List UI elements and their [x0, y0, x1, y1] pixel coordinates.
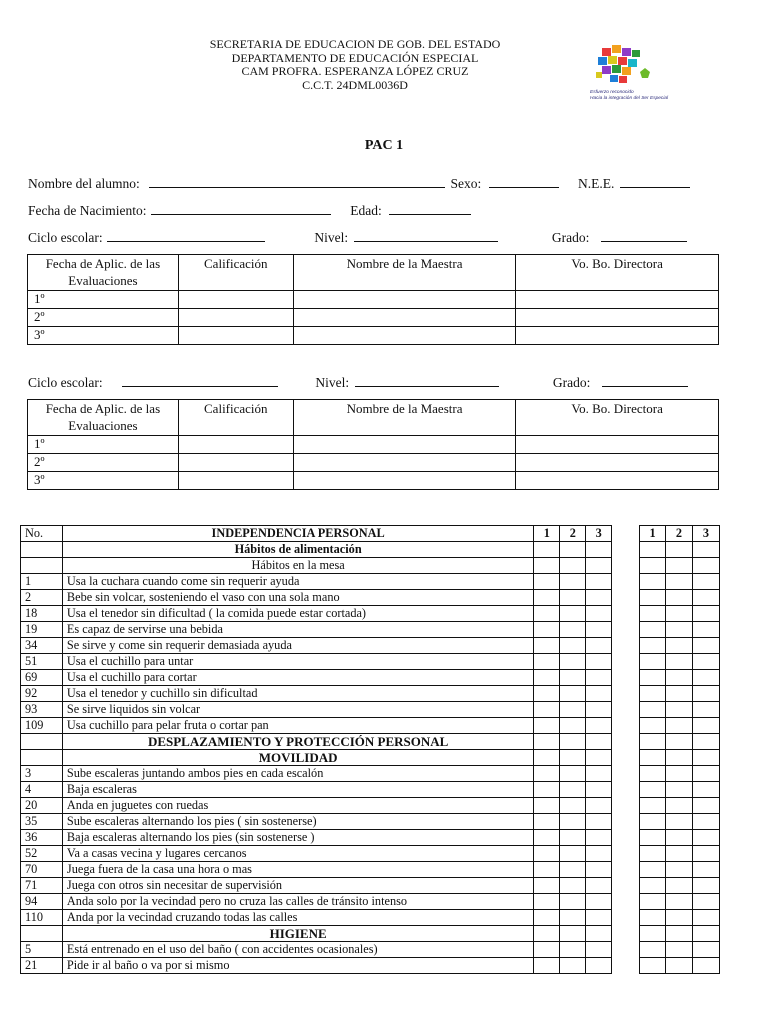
- age-field[interactable]: [389, 202, 471, 215]
- table-row: 3º: [28, 327, 719, 345]
- score-cell[interactable]: [586, 814, 612, 830]
- score-cell[interactable]: [534, 718, 560, 734]
- item-description: Usa cuchillo para pelar fruta o cortar pan: [62, 718, 533, 734]
- item-number: 21: [21, 958, 63, 974]
- item-description: Usa el tenedor sin dificultad ( la comida puede estar cortada): [62, 606, 533, 622]
- score-cell[interactable]: [640, 734, 666, 750]
- score-cell[interactable]: [692, 926, 719, 942]
- score-cell[interactable]: [534, 958, 560, 974]
- score-cell[interactable]: [586, 846, 612, 862]
- score-cell[interactable]: [586, 750, 612, 766]
- item-number: 92: [21, 686, 63, 702]
- evaluation-table-1: [27, 254, 719, 345]
- level-field-1[interactable]: [354, 229, 498, 242]
- score-cell[interactable]: [692, 814, 719, 830]
- score-cell[interactable]: [692, 798, 719, 814]
- item-number: 5: [21, 942, 63, 958]
- score-cell[interactable]: [666, 926, 693, 942]
- student-name-label: Nombre del alumno:: [28, 176, 140, 191]
- item-number: 1: [21, 574, 63, 590]
- score-cell[interactable]: [586, 654, 612, 670]
- score-cell[interactable]: [692, 606, 719, 622]
- logo-caption: Esfuerzo reconocido Hacia la integración del Ser Especial: [590, 90, 669, 101]
- score-cell[interactable]: [692, 910, 719, 926]
- score-cell[interactable]: [586, 670, 612, 686]
- score-cell[interactable]: [666, 702, 693, 718]
- item-description: Va a casas vecina y lugares cercanos: [62, 846, 533, 862]
- score-cell[interactable]: [692, 574, 719, 590]
- table-row: [21, 718, 720, 734]
- score-cell[interactable]: [534, 942, 560, 958]
- item-description: Juega con otros sin necesitar de supervisión: [62, 878, 533, 894]
- sex-field[interactable]: [489, 175, 559, 188]
- score-cell[interactable]: [586, 558, 612, 574]
- item-number: 71: [21, 878, 63, 894]
- section-subheading: Hábitos en la mesa: [62, 558, 533, 574]
- table-row: [21, 830, 720, 846]
- item-number: 94: [21, 894, 63, 910]
- score-cell[interactable]: [534, 686, 560, 702]
- score-cell[interactable]: [666, 686, 693, 702]
- table-row: [21, 622, 720, 638]
- item-description: Se sirve y come sin requerir demasiada ayuda: [62, 638, 533, 654]
- score-cell[interactable]: [534, 798, 560, 814]
- school-cycle-row-1: [28, 229, 687, 246]
- score-cell[interactable]: [666, 830, 693, 846]
- item-number: 20: [21, 798, 63, 814]
- grade-label-1: Grado:: [551, 230, 590, 245]
- table-row: [21, 702, 720, 718]
- score-cell[interactable]: [640, 590, 666, 606]
- item-number: 35: [21, 814, 63, 830]
- item-number: 2: [21, 590, 63, 606]
- table-row: [21, 638, 720, 654]
- score-cell[interactable]: [560, 926, 586, 942]
- score-cell[interactable]: [640, 702, 666, 718]
- score-cell[interactable]: [640, 558, 666, 574]
- table-header-row: [28, 255, 719, 291]
- score-cell[interactable]: [666, 942, 693, 958]
- director-approval-header: Vo. Bo. Directora: [516, 255, 719, 291]
- score-cell[interactable]: [640, 574, 666, 590]
- section-heading: Hábitos de alimentación: [62, 542, 533, 558]
- item-description: Pide ir al baño o va por si mismo: [62, 958, 533, 974]
- score-cell[interactable]: [560, 766, 586, 782]
- table-row: 2º: [28, 309, 719, 327]
- item-number: 3: [21, 766, 63, 782]
- birthdate-field[interactable]: [151, 202, 331, 215]
- evaluation-table-2: [27, 399, 719, 490]
- score-cell[interactable]: [560, 894, 586, 910]
- score-cell[interactable]: [640, 830, 666, 846]
- score-cell[interactable]: [692, 734, 719, 750]
- score-cell[interactable]: [692, 862, 719, 878]
- score-cell[interactable]: [666, 750, 693, 766]
- item-description: Usa la cuchara cuando come sin requerir ayuda: [62, 574, 533, 590]
- item-number: 19: [21, 622, 63, 638]
- score-cell[interactable]: [640, 782, 666, 798]
- score-cell[interactable]: [560, 622, 586, 638]
- score-cell[interactable]: [666, 638, 693, 654]
- score-cell[interactable]: [560, 878, 586, 894]
- score-cell[interactable]: [692, 622, 719, 638]
- score-cell[interactable]: [560, 718, 586, 734]
- item-number: 34: [21, 638, 63, 654]
- score-cell[interactable]: [666, 622, 693, 638]
- score-cell[interactable]: [640, 942, 666, 958]
- score-cell[interactable]: [666, 910, 693, 926]
- item-number: 70: [21, 862, 63, 878]
- score-cell[interactable]: [640, 686, 666, 702]
- score-cell[interactable]: [666, 670, 693, 686]
- table-row: [21, 862, 720, 878]
- score-cell[interactable]: [666, 590, 693, 606]
- score-cell[interactable]: [692, 558, 719, 574]
- score-cell[interactable]: [534, 702, 560, 718]
- score-cell[interactable]: [560, 734, 586, 750]
- score-cell[interactable]: [692, 846, 719, 862]
- score-cell[interactable]: [534, 542, 560, 558]
- score-cell[interactable]: [666, 718, 693, 734]
- score-cell[interactable]: [560, 814, 586, 830]
- director-approval-header: Vo. Bo. Directora: [516, 400, 719, 436]
- score-cell[interactable]: [534, 862, 560, 878]
- score-cell[interactable]: [586, 542, 612, 558]
- level-label-1: Nivel:: [314, 230, 349, 245]
- score-cell[interactable]: [560, 942, 586, 958]
- score-cell[interactable]: [560, 590, 586, 606]
- table-row: [21, 782, 720, 798]
- nee-field[interactable]: [620, 175, 690, 188]
- score-cell[interactable]: [534, 878, 560, 894]
- score-cell[interactable]: [534, 894, 560, 910]
- table-row: 1º: [28, 291, 719, 309]
- score-cell[interactable]: [640, 654, 666, 670]
- item-description: Está entrenado en el uso del baño ( con accidentes ocasionales): [62, 942, 533, 958]
- eval-date-header: Fecha de Aplic. de las Evaluaciones: [28, 255, 179, 291]
- score-cell[interactable]: [534, 814, 560, 830]
- grade-score-header: Calificación: [178, 255, 293, 291]
- score-cell[interactable]: [666, 798, 693, 814]
- nee-label: N.E.E.: [578, 176, 615, 191]
- score-cell[interactable]: [586, 862, 612, 878]
- table-row: [21, 590, 720, 606]
- level-label-2: Nivel:: [315, 375, 350, 390]
- table-header-row: [28, 400, 719, 436]
- score-cell[interactable]: [560, 910, 586, 926]
- score-cell[interactable]: [586, 638, 612, 654]
- section-row: [21, 558, 720, 574]
- score-cell[interactable]: [586, 942, 612, 958]
- score-cell[interactable]: [586, 702, 612, 718]
- table-row: [21, 670, 720, 686]
- section-row: [21, 734, 720, 750]
- score-cell[interactable]: [586, 766, 612, 782]
- score-cell[interactable]: [534, 558, 560, 574]
- score-cell[interactable]: [560, 574, 586, 590]
- score-cell[interactable]: [666, 814, 693, 830]
- item-description: Usa el cuchillo para cortar: [62, 670, 533, 686]
- score-cell[interactable]: [534, 782, 560, 798]
- section-row: [21, 750, 720, 766]
- student-name-field[interactable]: [149, 175, 445, 188]
- score-cell[interactable]: [640, 606, 666, 622]
- item-description: Anda por la vecindad cruzando todas las calles: [62, 910, 533, 926]
- item-description: Baja escaleras alternando los pies (sin sostenerse ): [62, 830, 533, 846]
- item-description: Sube escaleras juntando ambos pies en cada escalón: [62, 766, 533, 782]
- score-cell[interactable]: [640, 718, 666, 734]
- item-number: 69: [21, 670, 63, 686]
- school-cycle-field-2[interactable]: [122, 374, 278, 387]
- item-number: 93: [21, 702, 63, 718]
- score-cell[interactable]: [666, 894, 693, 910]
- score-cell[interactable]: [534, 926, 560, 942]
- score-cell[interactable]: [560, 702, 586, 718]
- table-row: [21, 766, 720, 782]
- score-cell[interactable]: [692, 766, 719, 782]
- score-cell[interactable]: [586, 798, 612, 814]
- score-cell[interactable]: [692, 702, 719, 718]
- score-cell[interactable]: [640, 814, 666, 830]
- header-line-4: C.C.T. 24DML0036D: [302, 77, 408, 92]
- item-description: Usa el tenedor y cuchillo sin dificultad: [62, 686, 533, 702]
- score-cell[interactable]: [692, 638, 719, 654]
- item-number: 52: [21, 846, 63, 862]
- score-cell[interactable]: [640, 638, 666, 654]
- teacher-name-header: Nombre de la Maestra: [293, 255, 516, 291]
- score-cell[interactable]: [586, 830, 612, 846]
- item-number: 110: [21, 910, 63, 926]
- score-cell[interactable]: [640, 910, 666, 926]
- table-row: [21, 878, 720, 894]
- score-cell[interactable]: [560, 750, 586, 766]
- score-cell[interactable]: [586, 686, 612, 702]
- item-description: Bebe sin volcar, sosteniendo el vaso con una sola mano: [62, 590, 533, 606]
- score-cell[interactable]: [586, 958, 612, 974]
- birthdate-row: [28, 202, 471, 219]
- score-cell[interactable]: [586, 894, 612, 910]
- score-cell[interactable]: [560, 862, 586, 878]
- level-field-2[interactable]: [355, 374, 499, 387]
- section-heading: HIGIENE: [62, 926, 533, 942]
- score-cell[interactable]: [586, 910, 612, 926]
- table-row: [21, 814, 720, 830]
- table-row: 1º: [28, 436, 719, 454]
- table-header-row: No. INDEPENDENCIA PERSONAL 1 2 3 1 2 3: [21, 526, 720, 542]
- score-cell[interactable]: [692, 958, 719, 974]
- table-row: [21, 574, 720, 590]
- score-cell[interactable]: [534, 766, 560, 782]
- score-cell[interactable]: [560, 686, 586, 702]
- score-cell[interactable]: [534, 750, 560, 766]
- score-cell[interactable]: [692, 686, 719, 702]
- table-row: [21, 894, 720, 910]
- item-number: 51: [21, 654, 63, 670]
- item-number: 36: [21, 830, 63, 846]
- item-description: Baja escaleras: [62, 782, 533, 798]
- item-description: Anda en juguetes con ruedas: [62, 798, 533, 814]
- score-cell[interactable]: [534, 654, 560, 670]
- score-cell[interactable]: [666, 782, 693, 798]
- score-cell[interactable]: [692, 878, 719, 894]
- score-cell[interactable]: [586, 926, 612, 942]
- score-cell[interactable]: [640, 766, 666, 782]
- grade-score-header: Calificación: [178, 400, 293, 436]
- score-cell[interactable]: [692, 654, 719, 670]
- score-cell[interactable]: [692, 894, 719, 910]
- school-cycle-field-1[interactable]: [107, 229, 265, 242]
- score-cell[interactable]: [534, 910, 560, 926]
- score-cell[interactable]: [560, 638, 586, 654]
- grade-field-1[interactable]: [601, 229, 687, 242]
- teacher-name-header: Nombre de la Maestra: [293, 400, 516, 436]
- item-number: 109: [21, 718, 63, 734]
- table-row: [21, 846, 720, 862]
- score-cell[interactable]: [560, 558, 586, 574]
- score-cell[interactable]: [560, 846, 586, 862]
- score-cell[interactable]: [666, 734, 693, 750]
- table-row: [21, 798, 720, 814]
- score-cell[interactable]: [640, 894, 666, 910]
- score-cell[interactable]: [586, 574, 612, 590]
- header-line-1: SECRETARIA DE EDUCACION DE GOB. DEL ESTADO: [209, 37, 501, 51]
- eval-date-header: Fecha de Aplic. de las Evaluaciones: [28, 400, 179, 436]
- score-cell[interactable]: [640, 926, 666, 942]
- item-number: 4: [21, 782, 63, 798]
- item-description: Usa el cuchillo para untar: [62, 654, 533, 670]
- score-cell[interactable]: [692, 542, 719, 558]
- score-cell[interactable]: [586, 734, 612, 750]
- score-cell[interactable]: [586, 782, 612, 798]
- score-cell[interactable]: [534, 830, 560, 846]
- score-cell[interactable]: [560, 830, 586, 846]
- item-number: 18: [21, 606, 63, 622]
- number-header: No.: [21, 526, 63, 542]
- sex-label: Sexo:: [450, 176, 482, 191]
- score-cell[interactable]: [692, 590, 719, 606]
- student-name-row: [28, 175, 690, 192]
- header-line-3: CAM PROFRA. ESPERANZA LÓPEZ CRUZ: [241, 64, 469, 78]
- score-cell[interactable]: [666, 542, 693, 558]
- score-cell[interactable]: [560, 958, 586, 974]
- score-cell[interactable]: [666, 878, 693, 894]
- section-subheading: MOVILIDAD: [62, 750, 533, 766]
- score-cell[interactable]: [534, 574, 560, 590]
- score-cell[interactable]: [640, 670, 666, 686]
- score-cell[interactable]: [666, 654, 693, 670]
- item-description: Juega fuera de la casa una hora o mas: [62, 862, 533, 878]
- score-cell[interactable]: [534, 846, 560, 862]
- document-title: PAC 1: [364, 138, 404, 153]
- score-cell[interactable]: [534, 606, 560, 622]
- score-cell[interactable]: [692, 670, 719, 686]
- score-cell[interactable]: [666, 766, 693, 782]
- score-cell[interactable]: [640, 542, 666, 558]
- table-row: 3º: [28, 472, 719, 490]
- table-row: [21, 686, 720, 702]
- score-cell[interactable]: [560, 654, 586, 670]
- score-cell[interactable]: [560, 606, 586, 622]
- score-cell[interactable]: [586, 590, 612, 606]
- score-cell[interactable]: [560, 542, 586, 558]
- score-cell[interactable]: [586, 878, 612, 894]
- table-row: [21, 942, 720, 958]
- score-cell[interactable]: [640, 846, 666, 862]
- score-cell[interactable]: [534, 590, 560, 606]
- grade-label-2: Grado:: [552, 375, 591, 390]
- grade-field-2[interactable]: [602, 374, 688, 387]
- score-cell[interactable]: [666, 606, 693, 622]
- score-cell[interactable]: [586, 606, 612, 622]
- independence-title: INDEPENDENCIA PERSONAL: [62, 526, 533, 542]
- score-cell[interactable]: [534, 622, 560, 638]
- score-cell[interactable]: [666, 558, 693, 574]
- independence-checklist-table: [20, 525, 720, 974]
- score-cell[interactable]: [666, 862, 693, 878]
- header-line-2: DEPARTAMENTO DE EDUCACIÓN ESPECIAL: [231, 50, 479, 65]
- score-cell[interactable]: [560, 670, 586, 686]
- score-cell[interactable]: [640, 798, 666, 814]
- score-cell[interactable]: [640, 958, 666, 974]
- school-cycle-label-1: Ciclo escolar:: [28, 230, 103, 245]
- table-row: 2º: [28, 454, 719, 472]
- score-cell[interactable]: [692, 750, 719, 766]
- score-cell[interactable]: [534, 670, 560, 686]
- score-cell[interactable]: [640, 878, 666, 894]
- table-row: [21, 654, 720, 670]
- score-cell[interactable]: [640, 622, 666, 638]
- score-cell[interactable]: [560, 798, 586, 814]
- section-heading: DESPLAZAMIENTO Y PROTECCIÓN PERSONAL: [62, 734, 533, 750]
- score-cell[interactable]: [666, 846, 693, 862]
- score-cell[interactable]: [640, 750, 666, 766]
- school-cycle-label-2: Ciclo escolar:: [28, 375, 103, 390]
- score-cell[interactable]: [692, 830, 719, 846]
- score-cell[interactable]: [534, 734, 560, 750]
- score-cell[interactable]: [692, 942, 719, 958]
- table-row: [21, 606, 720, 622]
- item-description: Se sirve liquidos sin volcar: [62, 702, 533, 718]
- table-row: [21, 958, 720, 974]
- item-description: Sube escaleras alternando los pies ( sin sostenerse): [62, 814, 533, 830]
- score-cell[interactable]: [640, 862, 666, 878]
- birthdate-label: Fecha de Nacimiento:: [28, 203, 147, 218]
- score-cell[interactable]: [692, 782, 719, 798]
- score-cell[interactable]: [560, 782, 586, 798]
- score-cell[interactable]: [534, 638, 560, 654]
- table-row: [21, 910, 720, 926]
- item-description: Anda solo por la vecindad pero no cruza las calles de tránsito intenso: [62, 894, 533, 910]
- school-cycle-row-2: [28, 374, 688, 391]
- document-header: [140, 38, 570, 92]
- score-cell[interactable]: [666, 574, 693, 590]
- section-row: [21, 926, 720, 942]
- score-cell[interactable]: [692, 718, 719, 734]
- score-cell[interactable]: [666, 958, 693, 974]
- item-description: Es capaz de servirse una bebida: [62, 622, 533, 638]
- section-row: [21, 542, 720, 558]
- age-label: Edad:: [350, 203, 382, 218]
- score-cell[interactable]: [586, 718, 612, 734]
- score-cell[interactable]: [586, 622, 612, 638]
